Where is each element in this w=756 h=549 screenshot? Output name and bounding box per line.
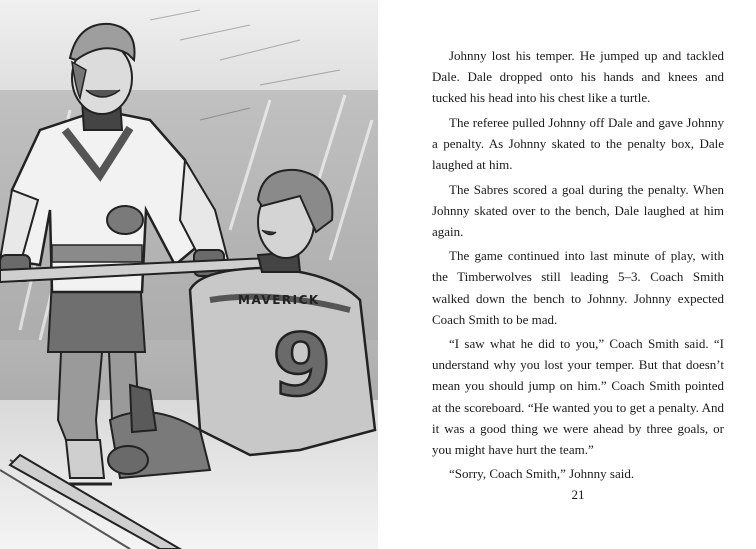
paragraph: “I saw what he did to you,” Coach Smith said. “I understand why you lost your temper. But that doesn’t mean you should jump on him.” Coach Smith pointed at the scoreboard. “He wanted you to get a penalty. And it was a good thing we were ahead by three goals, or you might have hurt the team.” [432, 336, 724, 457]
paragraph: The referee pulled Johnny off Dale and gave Johnny a penalty. As Johnny skated to the penalty box, Dale laughed at him. [432, 114, 724, 172]
jersey-number: 9 [272, 316, 332, 416]
jersey-name: MAVERICK [238, 293, 320, 307]
paragraph: The game continued into last minute of play, with the Timberwolves still leading 5–3. Coach Smith walked down the bench to Johnny. Johnny expected Coach Smith to be mad. [432, 248, 724, 327]
paragraph: “Sorry, Coach Smith,” Johnny said. [449, 466, 635, 482]
page-number: 21 [571, 487, 585, 502]
story-text [432, 45, 724, 488]
text-page [378, 0, 756, 549]
paragraph: The Sabres scored a goal during the penalty. When Johnny skated over to the bench, Dale laughed at him again. [432, 181, 724, 239]
paragraph: Johnny lost his temper. He jumped up and tackled Dale. Dale dropped onto his hands and knees and tucked his head into his chest like a turtle. [432, 48, 724, 106]
